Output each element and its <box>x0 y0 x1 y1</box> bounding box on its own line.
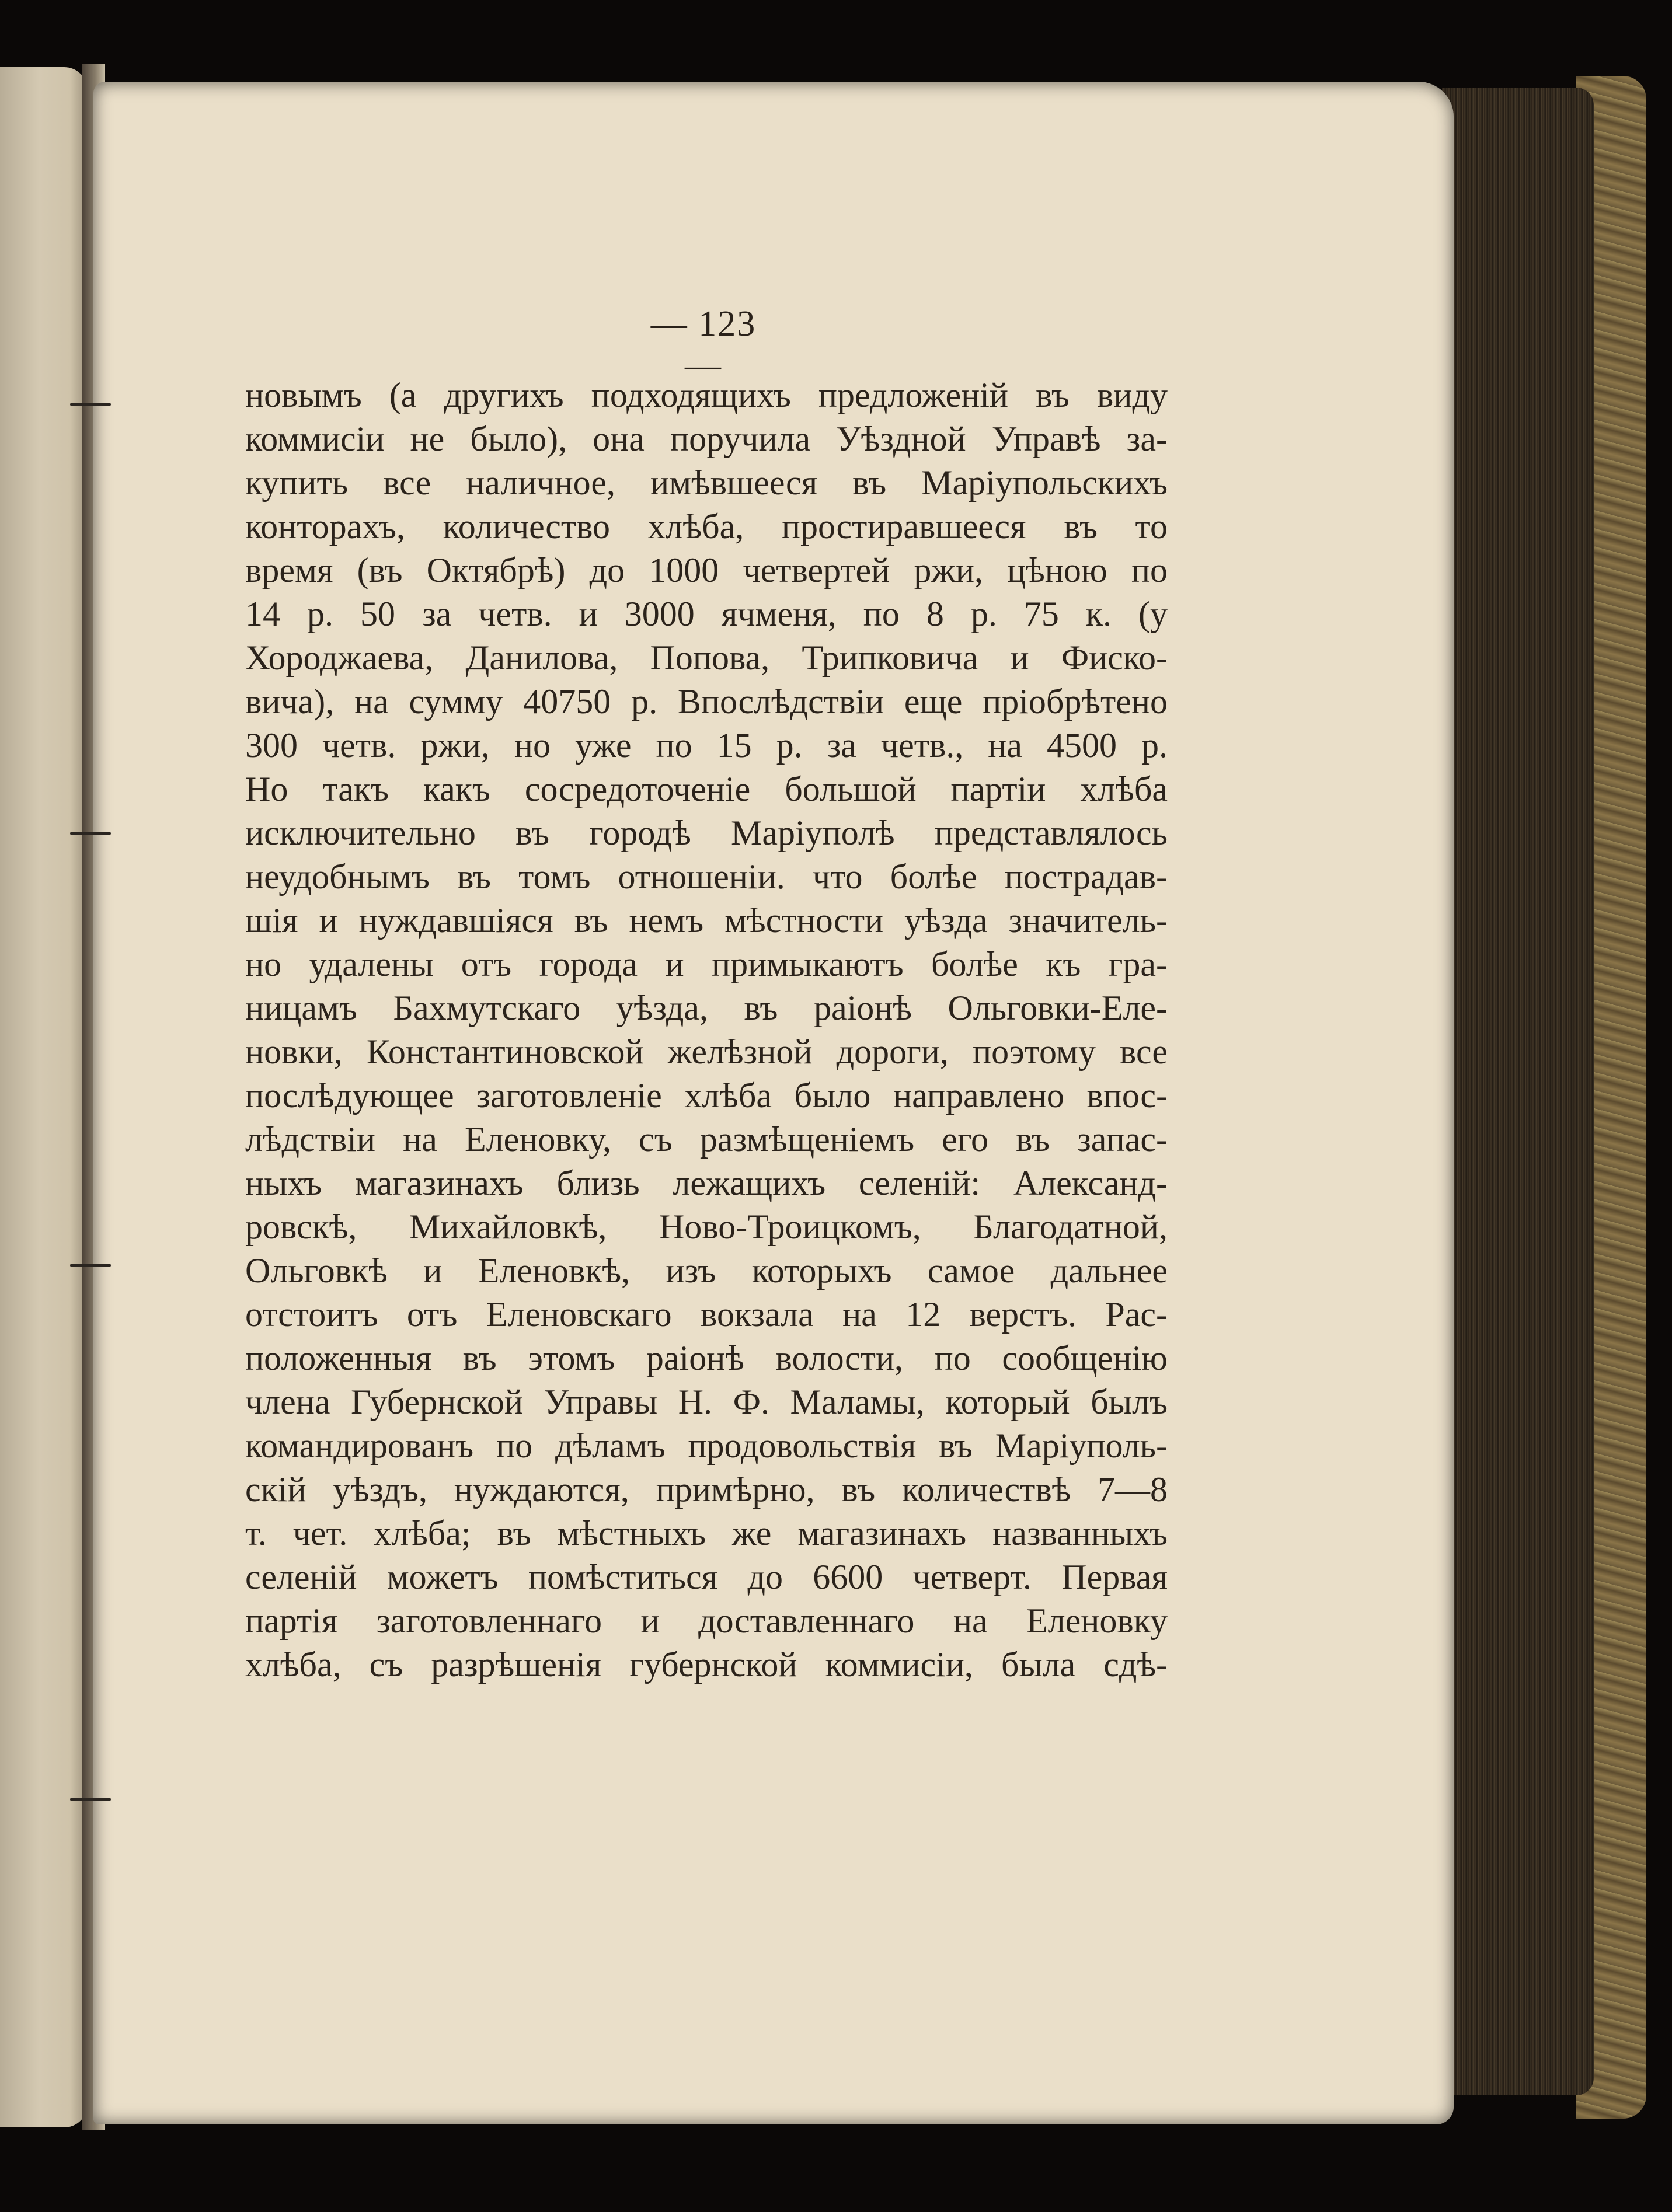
binding-thread-mark <box>70 832 111 835</box>
text-line: исключительно въ городѣ Маріуполѣ представлялось <box>245 814 1168 852</box>
text-line: Хороджаева, Данилова, Попова, Трипковича и Фиско- <box>245 639 1168 677</box>
text-line: купить все наличное, имѣвшееся въ Маріупольскихъ <box>245 463 1168 502</box>
text-line: ныхъ магазинахъ близь лежащихъ селеній: Александ- <box>245 1164 1168 1202</box>
text-line: отстоитъ отъ Еленовскаго вокзала на 12 верстъ. Рас- <box>245 1295 1168 1334</box>
binding-thread-mark <box>70 1798 111 1801</box>
text-line: лѣдствіи на Еленовку, съ размѣщеніемъ его въ запас- <box>245 1120 1168 1159</box>
text-line: 14 р. 50 за четв. и 3000 ячменя, по 8 р. 75 к. (у <box>245 595 1168 633</box>
page-number: — 123 — <box>650 304 757 385</box>
left-page-edge <box>0 67 88 2127</box>
text-line: ровскѣ, Михайловкѣ, Ново-Троицкомъ, Благодатной, <box>245 1208 1168 1246</box>
text-line: новымъ (а другихъ подходящихъ предложеній въ виду <box>245 376 1168 414</box>
text-line: неудобнымъ въ томъ отношеніи. что болѣе пострадав- <box>245 857 1168 896</box>
text-line: послѣдующее заготовленіе хлѣба было направлено впос- <box>245 1076 1168 1115</box>
page-block-edge <box>1442 88 1594 2095</box>
text-line: коммисіи не было), она поручила Уѣздной Управѣ за- <box>245 420 1168 458</box>
text-line: ницамъ Бахмутскаго уѣзда, въ раіонѣ Ольговки-Еле- <box>245 989 1168 1027</box>
binding-thread-mark <box>70 1264 111 1267</box>
text-line: члена Губернской Управы Н. Ф. Маламы, который былъ <box>245 1383 1168 1421</box>
text-line: новки, Константиновской желѣзной дороги, поэтому все <box>245 1032 1168 1071</box>
binding-thread-mark <box>70 403 111 406</box>
text-line: командированъ по дѣламъ продовольствія въ Маріуполь- <box>245 1426 1168 1465</box>
text-line: вича), на сумму 40750 р. Впослѣдствіи еще пріобрѣтено <box>245 682 1168 721</box>
body-text <box>245 374 1168 1687</box>
text-line: селеній можетъ помѣститься до 6600 четверт. Первая <box>245 1558 1168 1596</box>
text-line: положенныя въ этомъ раіонѣ волости, по сообщенію <box>245 1339 1168 1377</box>
text-line: Но такъ какъ сосредоточеніе большой партіи хлѣба <box>245 770 1168 808</box>
text-line: партія заготовленнаго и доставленнаго на Еленовку <box>245 1602 1168 1640</box>
text-line: но удалены отъ города и примыкаютъ болѣе къ гра- <box>245 945 1168 983</box>
text-line: 300 четв. ржи, но уже по 15 р. за четв., на 4500 р. <box>245 726 1168 765</box>
text-line: шія и нуждавшіяся въ немъ мѣстности уѣзда значитель- <box>245 901 1168 940</box>
text-line: Ольговкѣ и Еленовкѣ, изъ которыхъ самое дальнее <box>245 1251 1168 1290</box>
text-line: время (въ Октябрѣ) до 1000 четвертей ржи, цѣною по <box>245 551 1168 589</box>
text-line: хлѣба, съ разрѣшенія губернской коммисіи, была сдѣ- <box>245 1645 1168 1684</box>
text-line: конторахъ, количество хлѣба, простиравшееся въ то <box>245 507 1168 546</box>
text-line: т. чет. хлѣба; въ мѣстныхъ же магазинахъ названныхъ <box>245 1514 1168 1552</box>
text-line: скій уѣздъ, нуждаются, примѣрно, въ количествѣ 7—8 <box>245 1470 1168 1509</box>
